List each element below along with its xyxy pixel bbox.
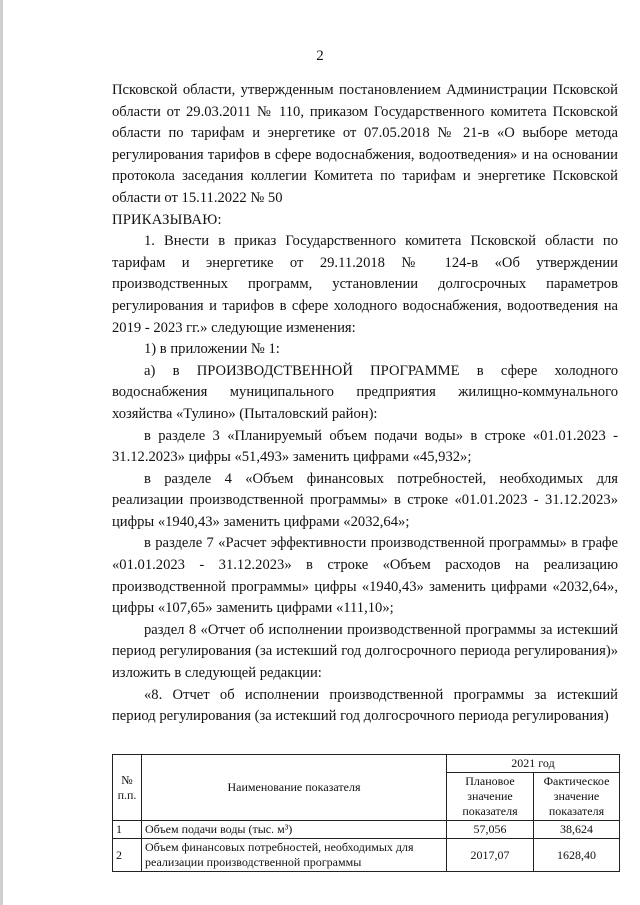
paragraph-section-4: в разделе 4 «Объем финансовых потребностей, необходимых для реализации производственной программы» в строке «01.01.2023 - 31.12.2023» цифры «1940,43» заменить цифрами «2032,64»; xyxy=(112,470,618,530)
page-number: 2 xyxy=(316,48,324,64)
scan-edge-line xyxy=(0,0,3,905)
table-row xyxy=(113,839,620,872)
header-indicator-name: Наименование показателя xyxy=(142,755,447,821)
row-planned-value: 57,056 xyxy=(447,821,534,839)
row-indicator-name: Объем финансовых потребностей, необходимых для реализации производственной программы xyxy=(142,839,447,872)
row-indicator-name: Объем подачи воды (тыс. м³) xyxy=(142,821,447,839)
header-actual-value: Фактическое значение показателя xyxy=(534,773,620,821)
row-actual-value: 1628,40 xyxy=(534,839,620,872)
header-number: № п.п. xyxy=(113,755,142,821)
header-year: 2021 год xyxy=(447,755,620,773)
header-planned-value: Плановое значение показателя xyxy=(447,773,534,821)
paragraph-program: а) в ПРОИЗВОДСТВЕННОЙ ПРОГРАММЕ в сфере холодного водоснабжения муниципального предприятия жилищно-коммунального хозяйства «Тулинo» (Пыталовский район): xyxy=(112,362,618,422)
row-actual-value: 38,624 xyxy=(534,821,620,839)
report-table xyxy=(112,754,620,872)
table-header-row xyxy=(113,755,620,773)
document-body xyxy=(112,80,618,728)
paragraph-item-1: 1. Внести в приказ Государственного комитета Псковской области по тарифам и энергетике от 29.11.2018 № 124-в «Об утверждении производственных программ, установлении долгосрочных параметров регулирования и тарифов в сфере холодного водоснабжения, водоотведения на 2019 - 2023 гг.» следующие изменения: xyxy=(112,233,618,336)
row-planned-value: 2017,07 xyxy=(447,839,534,872)
paragraph-section-3: в разделе 3 «Планируемый объем подачи воды» в строке «01.01.2023 - 31.12.2023» цифры «51,493» заменить цифрами «45,932»; xyxy=(112,427,618,466)
paragraph-order-word: ПРИКАЗЫВАЮ: xyxy=(112,211,222,228)
paragraph-report-heading: «8. Отчет об исполнении производственной программы за истекший период регулирования (за истекший год долгосрочного периода регулирования) xyxy=(112,686,618,725)
paragraph-section-8: раздел 8 «Отчет об исполнении производственной программы за истекший период регулирования (за истекший год долгосрочного периода регулирования)» изложить в следующей редакции: xyxy=(112,621,618,682)
paragraph-appendix: 1) в приложении № 1: xyxy=(144,341,280,358)
row-number: 2 xyxy=(113,839,142,872)
paragraph-preamble: Псковской области, утвержденным постановлением Администрации Псковской области от 29.03.2011 № 110, приказом Государственного комитета Псковской области по тарифам и энергетике от 07.05.2018 № 21-в «О выборе метода регулирования тарифов в сфере водоснабжения, водоотведения» и на основании протокола заседания коллегии Комитета по тарифам и энергетике Псковской области от 15.11.2022 № 50 xyxy=(112,82,618,206)
paragraph-section-7: в разделе 7 «Расчет эффективности производственной программы» в графе «01.01.2023 - 31.12.2023» в строке «Объем расходов на реализацию производственной программы» цифры «1940,43» заменить цифрами «2032,64», цифры «107,65» заменить цифрами «111,10»; xyxy=(112,535,618,617)
row-number: 1 xyxy=(113,821,142,839)
table-row xyxy=(113,821,620,839)
